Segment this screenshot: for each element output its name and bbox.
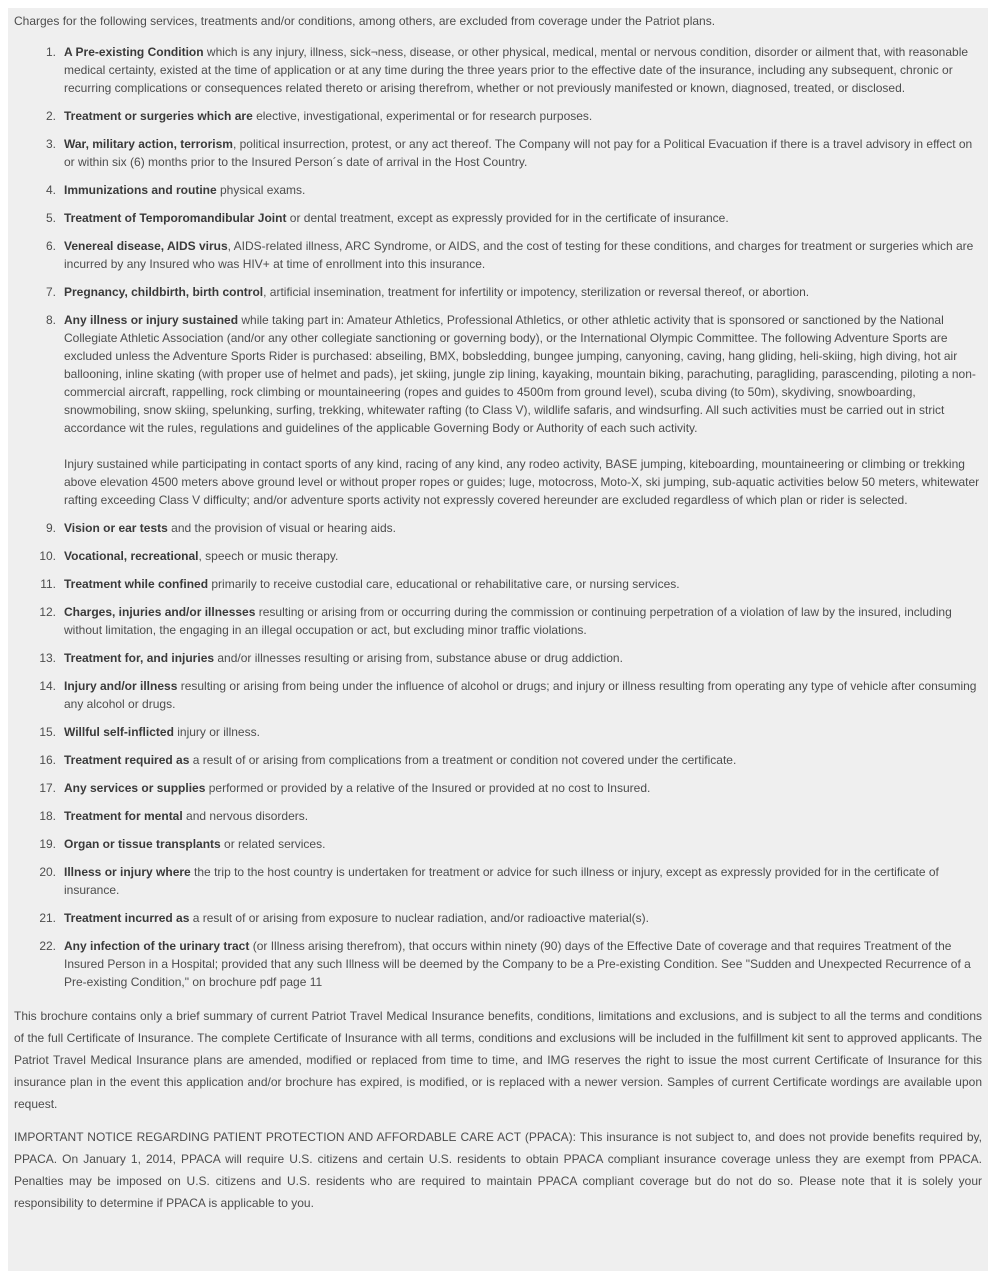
- exclusion-item: [45, 135, 982, 171]
- exclusion-heading: Treatment while confined: [64, 577, 209, 591]
- exclusion-number: 6.: [45, 239, 56, 253]
- exclusion-heading: War, military action, terrorism: [64, 137, 233, 151]
- exclusion-text: injury or illness.: [173, 725, 260, 739]
- exclusion-number: 19.: [39, 837, 56, 851]
- exclusion-heading: Vision or ear tests: [64, 521, 168, 535]
- exclusion-text: elective, investigational, experimental or for research purposes.: [252, 109, 593, 123]
- exclusion-text: or dental treatment, except as expressly provided for in the certificate of insurance.: [286, 211, 729, 225]
- exclusion-text: , AIDS-related illness, ARC Syndrome, or AIDS, and the cost of testing for these conditions, and charges for treatment or surgeries which are incurred by any Insured who was HIV+ at time of enrollment into this insurance.: [64, 239, 974, 271]
- exclusion-number: 18.: [39, 809, 56, 823]
- exclusion-number: 7.: [45, 285, 56, 299]
- exclusion-item: [45, 311, 982, 509]
- exclusion-item: [39, 751, 982, 769]
- exclusion-item: [39, 649, 982, 667]
- exclusion-heading: Illness or injury where: [64, 865, 191, 879]
- exclusion-number: 20.: [39, 865, 56, 879]
- exclusion-number: 17.: [39, 781, 56, 795]
- exclusion-text: which is any injury, illness, sick¬ness, disease, or other physical, medical, mental or nervous condition, disorder or ailment that, with reasonable medical certainty, existed at the time of application or at any time during the three years prior to the effective date of the insurance, including any subsequent, chronic or recurring complications or consequences related thereto or arising therefrom, whether or not previously manifested or known, diagnosed, treated, or disclosed.: [64, 45, 969, 95]
- exclusion-item: [39, 677, 982, 713]
- ppaca-notice: IMPORTANT NOTICE REGARDING PATIENT PROTECTION AND AFFORDABLE CARE ACT (PPACA): This insurance is not subject to, and does not provide benefits required by, PPACA. On January 1, 2014, PPACA will require U.S. citizens and certain U.S. residents to obtain PPACA compliant insurance coverage unless they are exempt from PPACA. Penalties may be imposed on U.S. citizens and U.S. residents who are required to maintain PPACA compliant coverage but do not do so. Please note that it is solely your responsibility to determine if PPACA is applicable to you.: [14, 1130, 982, 1210]
- exclusion-item: [45, 519, 982, 537]
- exclusion-text: and nervous disorders.: [182, 809, 309, 823]
- exclusion-item: [45, 43, 982, 97]
- exclusion-text: physical exams.: [216, 183, 306, 197]
- exclusions-panel: [8, 8, 988, 1271]
- exclusion-number: 10.: [39, 549, 56, 563]
- exclusion-number: 1.: [45, 45, 56, 59]
- intro-text: Charges for the following services, treatments and/or conditions, among others, are excluded from coverage under the Patriot plans.: [14, 14, 716, 28]
- exclusions-list: [14, 43, 982, 991]
- exclusion-text: and the provision of visual or hearing aids.: [167, 521, 396, 535]
- exclusion-text: , artificial insemination, treatment for infertility or impotency, sterilization or reversal thereof, or abortion.: [263, 285, 810, 299]
- exclusion-item: [39, 937, 982, 991]
- exclusion-heading: Any services or supplies: [64, 781, 206, 795]
- exclusion-text: and/or illnesses resulting or arising from, substance abuse or drug addiction.: [214, 651, 623, 665]
- exclusion-heading: Treatment or surgeries which are: [64, 109, 253, 123]
- exclusion-number: 22.: [39, 939, 56, 953]
- exclusion-text: resulting or arising from or occurring during the commission or continuing perpetration of a violation of law by the insured, including without limitation, the engaging in an illegal occupation or act, but excluding minor traffic violations.: [64, 605, 952, 637]
- exclusion-heading: Immunizations and routine: [64, 183, 217, 197]
- exclusion-item: [39, 603, 982, 639]
- exclusion-number: 12.: [39, 605, 56, 619]
- exclusion-text: a result of or arising from complications from a treatment or condition not covered under the certificate.: [189, 753, 737, 767]
- exclusion-number: 15.: [39, 725, 56, 739]
- exclusion-text: the trip to the host country is undertaken for treatment or advice for such illness or injury, except as expressly provided for in the certificate of insurance.: [64, 865, 939, 897]
- exclusion-item: [45, 107, 982, 125]
- exclusion-text: (or Illness arising therefrom), that occurs within ninety (90) days of the Effective Date of coverage and that requires Treatment of the Insured Person in a Hospital; provided that any such Illness will be deemed by the Company to be a Pre-existing Condition. See "Sudden and Unexpected Recurrence of a Pre-existing Condition," on brochure pdf page 11: [64, 939, 971, 989]
- exclusion-item: [39, 547, 982, 565]
- exclusion-item: [45, 181, 982, 199]
- exclusion-number: 11.: [40, 577, 56, 591]
- exclusion-text: while taking part in: Amateur Athletics, Professional Athletics, or other athletic activity that is sponsored or sanctioned by the National Collegiate Athletic Association (and/or any other collegiate sanctioning or governing body), or the International Olympic Committee. The following Adventure Sports are excluded unless the Adventure Sports Rider is purchased: abseiling, BMX, bobsledding, bungee jumping, canyoning, caving, hang gliding, heli-skiing, high diving, hot air ballooning, inline skating (with proper use of helmet and pads), jet skiing, jungle zip lining, kayaking, mountain biking, parachuting, paragliding, parascending, piloting a non-commercial aircraft, rappelling, rock climbing or mountaineering (ropes and guides to 4500m from ground level), scuba diving (to 50m), skydiving, snowboarding, snowmobiling, snow skiing, spelunking, surfing, trekking, whitewater rafting (to Class V), wildlife safaris, and windsurfing. All such activities must be carried out in strict accordance wit the rules, regulations and guidelines of the applicable Governing Body or Authority of each such activity.: [64, 313, 976, 435]
- brochure-note: This brochure contains only a brief summary of current Patriot Travel Medical Insurance benefits, conditions, limitations and exclusions, and is subject to all the terms and conditions of the full Certificate of Insurance. The complete Certificate of Insurance with all terms, conditions and exclusions will be included in the fulfillment kit sent to approved applicants. The Patriot Travel Medical Insurance plans are amended, modified or replaced from time to time, and IMG reserves the right to issue the most current Certificate of Insurance for this insurance plan in the event this application and/or brochure has expired, is modified, or is replaced with a newer version. Samples of current Certificate wordings are available upon request.: [14, 1009, 982, 1111]
- exclusion-number: 8.: [45, 313, 56, 327]
- exclusion-number: 9.: [45, 521, 56, 535]
- exclusion-heading: Any infection of the urinary tract: [64, 939, 250, 953]
- exclusion-item: [45, 283, 982, 301]
- exclusion-text: , political insurrection, protest, or any act thereof. The Company will not pay for a Political Evacuation if there is a travel advisory in effect on or within six (6) months prior to the Insured Person´s date of arrival in the Host Country.: [64, 137, 973, 169]
- exclusion-number: 14.: [39, 679, 56, 693]
- exclusion-heading: Any illness or injury sustained: [64, 313, 239, 327]
- exclusion-text: a result of or arising from exposure to nuclear radiation, and/or radioactive material(s).: [189, 911, 649, 925]
- exclusion-text: or related services.: [220, 837, 326, 851]
- exclusion-heading: Treatment of Temporomandibular Joint: [64, 211, 287, 225]
- exclusion-heading: Injury and/or illness: [64, 679, 178, 693]
- exclusion-text: primarily to receive custodial care, educational or rehabilitative care, or nursing services.: [208, 577, 680, 591]
- exclusion-number: 3.: [45, 137, 56, 151]
- exclusion-number: 16.: [39, 753, 56, 767]
- exclusion-text: performed or provided by a relative of the Insured or provided at no cost to Insured.: [205, 781, 651, 795]
- exclusion-item: [39, 863, 982, 899]
- exclusion-heading: Treatment for, and injuries: [64, 651, 215, 665]
- exclusion-heading: Treatment for mental: [64, 809, 183, 823]
- exclusion-number: 2.: [45, 109, 56, 123]
- exclusion-number: 5.: [45, 211, 56, 225]
- exclusion-item: [39, 835, 982, 853]
- exclusion-item: [39, 779, 982, 797]
- exclusion-text: resulting or arising from being under the influence of alcohol or drugs; and injury or illness resulting from operating any type of vehicle after consuming any alcohol or drugs.: [64, 679, 977, 711]
- exclusion-heading: Treatment required as: [64, 753, 190, 767]
- exclusion-number: 21.: [39, 911, 56, 925]
- exclusion-heading: Pregnancy, childbirth, birth control: [64, 285, 264, 299]
- exclusion-item: [45, 237, 982, 273]
- exclusion-number: 4.: [45, 183, 56, 197]
- exclusion-item: [39, 723, 982, 741]
- exclusion-item: [39, 909, 982, 927]
- exclusion-heading: A Pre-existing Condition: [64, 45, 204, 59]
- exclusion-number: 13.: [39, 651, 56, 665]
- exclusion-item: [40, 575, 982, 593]
- exclusion-heading: Venereal disease, AIDS virus: [64, 239, 228, 253]
- exclusion-item: [45, 209, 982, 227]
- exclusion-heading: Treatment incurred as: [64, 911, 190, 925]
- exclusion-heading: Willful self-inflicted: [64, 725, 174, 739]
- exclusion-extra-paragraph: Injury sustained while participating in contact sports of any kind, racing of any kind, any rodeo activity, BASE jumping, kiteboarding, mountaineering or climbing or trekking above elevation 4500 meters above ground level or without proper ropes or guides; luge, motocross, Moto-X, ski jumping, sub-aquatic activities below 50 meters, whitewater rafting exceeding Class V difficulty; and/or adventure sports activity not expressly covered hereunder are excluded regardless of which plan or rider is selected.: [64, 457, 980, 507]
- exclusion-heading: Charges, injuries and/or illnesses: [64, 605, 256, 619]
- exclusion-heading: Organ or tissue transplants: [64, 837, 221, 851]
- exclusion-text: , speech or music therapy.: [198, 549, 339, 563]
- exclusion-heading: Vocational, recreational: [64, 549, 199, 563]
- exclusion-item: [39, 807, 982, 825]
